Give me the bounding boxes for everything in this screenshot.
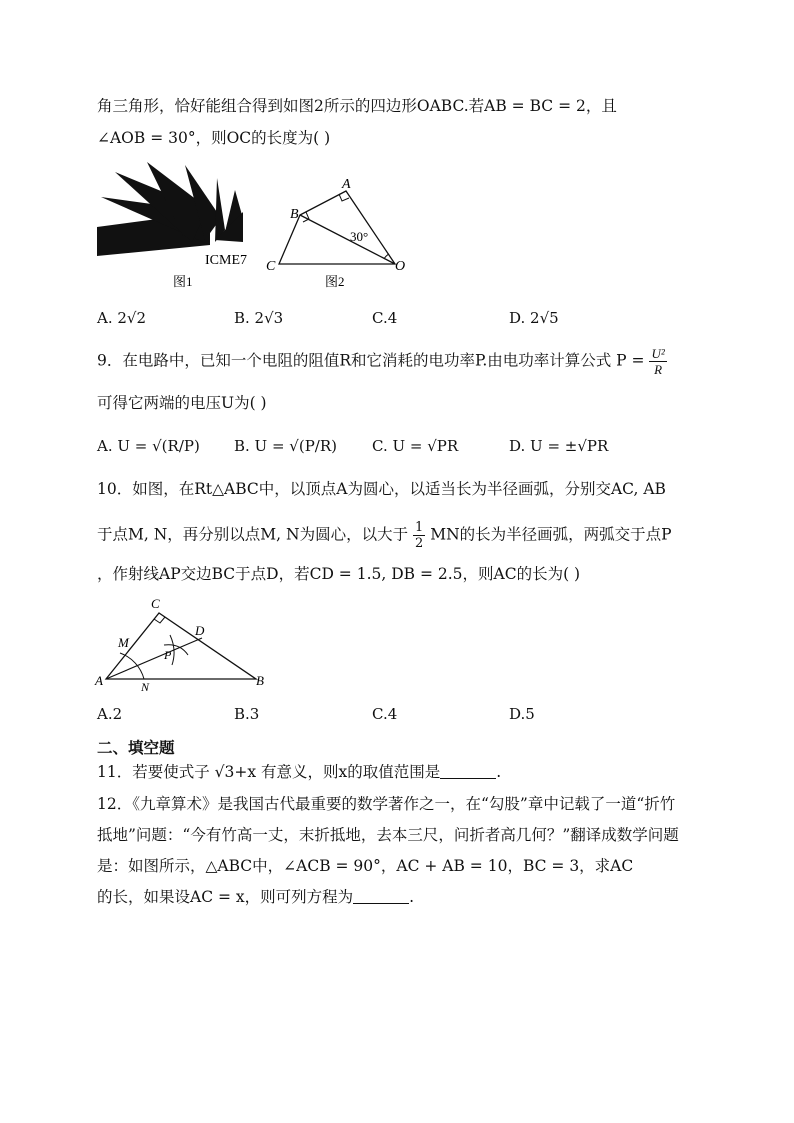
q10-frac-den: 2 [415,536,424,551]
q11-answer-blank[interactable] [440,764,496,779]
fig2-label-a: A [342,177,351,192]
fig2-label-b: B [290,207,299,222]
q10-frac-num: 1 [415,520,424,535]
q10-text-line2-post: MN的长为半径画弧，两弧交于点P [430,525,672,544]
q10-option-c: C.4 [372,705,398,723]
q12-text-line3: 是：如图所示，△ABC中，∠ACB = 90°，AC + AB = 10，BC = 3，求AC [97,857,634,875]
q8-option-a: A. 2√2 [97,309,147,327]
q9-text-line2: 可得它两端的电压U为( ) [97,394,267,412]
fig2-angle-label: 30° [350,229,369,244]
q10-label-p: P [164,648,172,662]
q9-option-a: A. U = √(R/P) [97,437,200,455]
q12-text-line2: 抵地”问题：“今有竹高一丈，末折抵地，去本三尺，问折者高几何？”翻译成数学问题 [97,826,679,844]
q11-text-pre: 11．若要使式子 √3+x 有意义，则x的取值范围是 [97,763,441,781]
q10-option-b: B.3 [234,705,260,723]
q12-text-line1: 12．《九章算术》是我国古代最重要的数学著作之一，在“勾股”章中记载了一道“折竹 [97,795,676,813]
q9-frac-num: U² [651,346,665,361]
q10-text-line2-pre: 于点M, N，再分别以点M, N为圆心，以大于 [97,525,409,544]
q9-text-line1 [97,346,667,377]
q10-text-line1: 10．如图，在Rt△ABC中，以顶点A为圆心，以适当长为半径画弧，分别交AC, AB [97,480,666,498]
q10-label-m: M [118,635,129,650]
q9-option-b: B. U = √(P/R) [234,437,338,455]
section-heading: 二、填空题 [97,739,175,757]
q9-option-d: D. U = ±√PR [509,437,609,455]
fig2-label-o: O [395,259,406,274]
q9-option-c: C. U = √PR [372,437,459,455]
q8-option-d: D. 2√5 [509,309,559,327]
q10-label-b: B [256,673,264,688]
fig1-text: ICME7 [205,253,247,268]
q10-label-a: A [95,673,103,688]
q10-option-a: A.2 [97,705,123,723]
q10-label-n: N [141,680,150,694]
q9-formula-fraction [649,346,666,377]
q12-text-line4-post: . [409,888,415,906]
q12-answer-blank[interactable] [353,889,409,904]
q8-figure1 [95,160,255,295]
q12-text-line4-pre: 的长，如果设AC = x，则可列方程为 [97,888,354,906]
q10-fraction [413,520,425,551]
q8-text-line1: 角三角形，恰好能组合得到如图2所示的四边形OABC.若AB = BC = 2，且 [97,97,617,115]
q10-option-d: D.5 [509,705,535,723]
q10-label-c: C [151,596,160,611]
q8-option-b: B. 2√3 [234,309,284,327]
q12-text-line4 [97,886,414,908]
q10-label-d: D [195,623,205,638]
q8-figure2 [262,170,422,295]
fig1-caption: 图1 [173,274,193,289]
fig2-caption: 图2 [325,274,345,289]
q10-text-line2 [97,520,672,551]
q10-figure [92,595,277,695]
fig2-label-c: C [266,259,276,274]
q8-option-c: C.4 [372,309,398,327]
q9-frac-den: R [654,362,663,377]
q9-text-pre: 9．在电路中，已知一个电阻的阻值R和它消耗的电功率P.由电功率计算公式 P = [97,351,645,370]
q10-text-line3: ，作射线AP交边BC于点D，若CD = 1.5, DB = 2.5，则AC的长为( ) [97,565,581,583]
q11-text-post: . [496,763,502,781]
q11-text [97,761,501,783]
q8-text-line2: ∠AOB = 30°，则OC的长度为( ) [97,129,331,147]
